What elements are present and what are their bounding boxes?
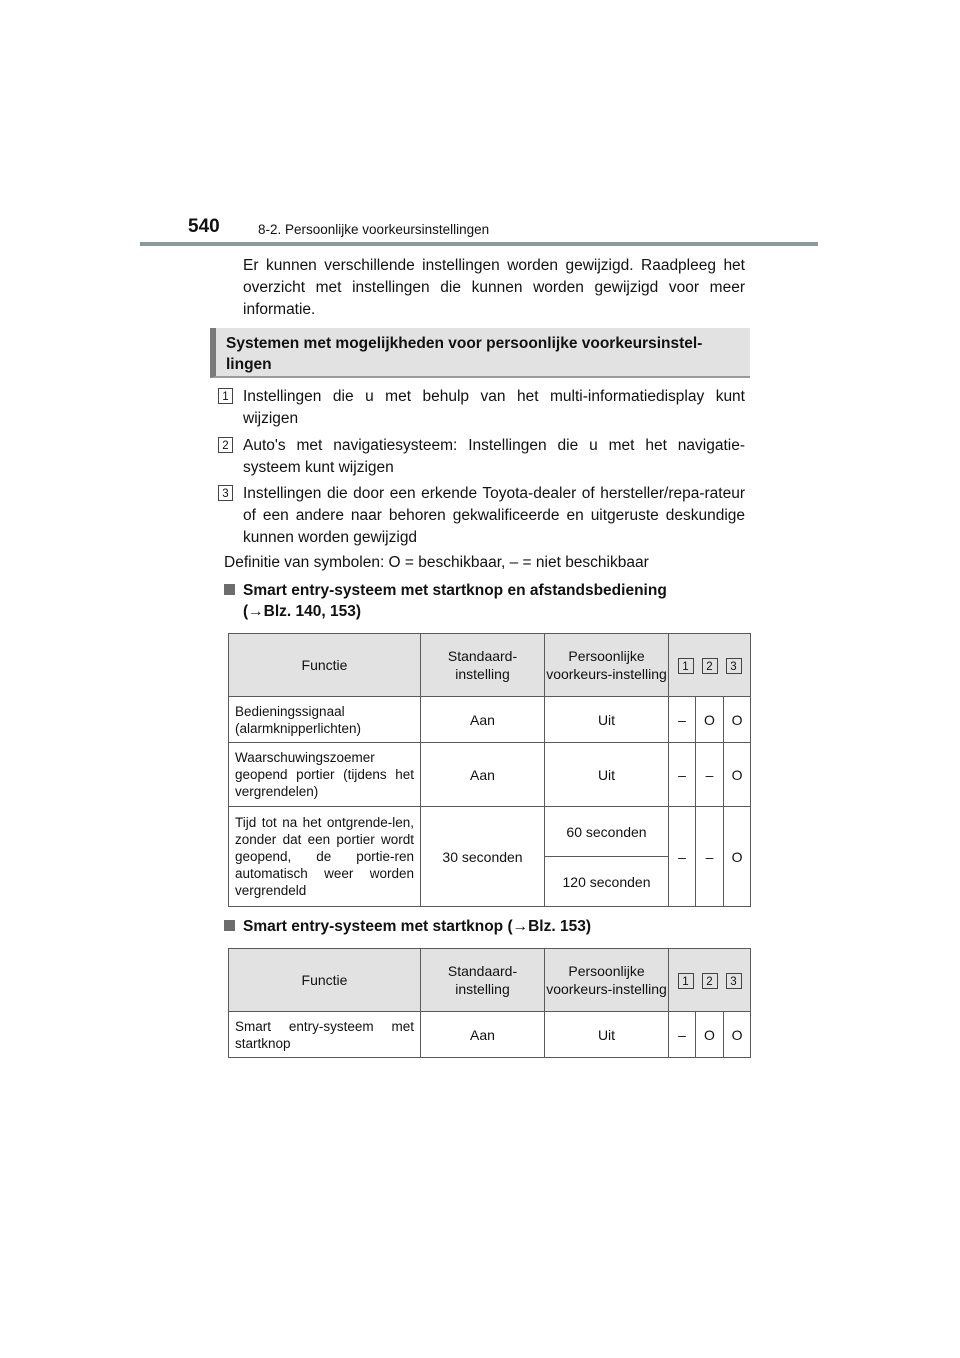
cell-col1: – [669, 1012, 696, 1058]
cell-functie: Smart entry-systeem met startknop [229, 1012, 421, 1058]
numbered-item-1 [218, 386, 745, 430]
number-badge-1: 1 [678, 658, 694, 674]
cell-standaard: Aan [421, 743, 545, 807]
cell-col1: – [669, 697, 696, 743]
page-number: 540 [188, 216, 220, 237]
cell-col2: – [696, 743, 724, 807]
number-badge-2: 2 [218, 437, 233, 453]
systems-heading-text: Systemen met mogelijkheden voor persoonlijke voorkeursinstel-lingen [226, 335, 703, 373]
cell-functie: Bedieningssignaal (alarmknipperlichten) [229, 697, 421, 743]
intro-paragraph: Er kunnen verschillende instellingen worden gewijzigd. Raadpleeg het overzicht met instellingen die kunnen worden gewijzigd voor meer informatie. [243, 257, 745, 318]
cell-standaard: Aan [421, 1012, 545, 1058]
numbered-item-text: Instellingen die u met behulp van het multi-informatiedisplay kunt wijzigen [243, 388, 745, 427]
cell-standaard: Aan [421, 697, 545, 743]
settings-table-2 [228, 948, 751, 1058]
cell-col3: O [724, 697, 751, 743]
cell-col3: O [724, 1012, 751, 1058]
cell-standaard: 30 seconden [421, 807, 545, 907]
number-badge-1: 1 [218, 388, 233, 404]
header-persoonlijk: Persoonlijke voorkeurs-instelling [545, 634, 669, 697]
number-badge-3: 3 [726, 658, 742, 674]
cell-col1: – [669, 807, 696, 907]
subheading-1-text: Smart entry-systeem met startknop en afstandsbediening (→Blz. 140, 153) [243, 582, 667, 620]
header-standaard: Standaard-instelling [421, 949, 545, 1012]
number-badge-2: 2 [702, 973, 718, 989]
cell-col2: O [696, 697, 724, 743]
cell-col3: O [724, 743, 751, 807]
table-header-row [229, 634, 751, 697]
number-badge-3: 3 [726, 973, 742, 989]
cell-col1: – [669, 743, 696, 807]
header-numbers [669, 634, 751, 697]
numbered-item-text: Instellingen die door een erkende Toyota-dealer of hersteller/repa-rateur of een andere naar behoren gekwalificeerde en uitgeruste deskundige kunnen worden gewijzigd [243, 485, 745, 546]
cell-persoonlijk: Uit [545, 1012, 669, 1058]
systems-heading [210, 328, 750, 378]
subheading-2-text: Smart entry-systeem met startknop (→Blz. 153) [243, 918, 592, 935]
cell-col2: O [696, 1012, 724, 1058]
number-badge-1: 1 [678, 973, 694, 989]
subheading-1 [224, 580, 744, 624]
numbered-item-2 [218, 435, 745, 479]
table-row [229, 807, 751, 857]
table-row [229, 1012, 751, 1058]
cell-persoonlijk: Uit [545, 697, 669, 743]
numbered-item-3 [218, 483, 745, 549]
header-standaard: Standaard-instelling [421, 634, 545, 697]
table-row [229, 743, 751, 807]
cell-col3: O [724, 807, 751, 907]
subheading-2 [224, 916, 744, 938]
square-bullet-icon [224, 920, 235, 931]
header-persoonlijk: Persoonlijke voorkeurs-instelling [545, 949, 669, 1012]
section-title: 8-2. Persoonlijke voorkeursinstellingen [258, 222, 490, 237]
number-badge-2: 2 [702, 658, 718, 674]
numbered-item-text: Auto's met navigatiesysteem: Instellingen die u met het navigatie-systeem kunt wijzigen [243, 437, 745, 476]
cell-functie: Tijd tot na het ontgrende-len, zonder dat een portier wordt geopend, de portie-ren automatisch weer worden vergrendeld [229, 807, 421, 907]
table-header-row [229, 949, 751, 1012]
cell-col2: – [696, 807, 724, 907]
table-row [229, 697, 751, 743]
square-bullet-icon [224, 584, 235, 595]
cell-persoonlijk-b: 120 seconden [545, 857, 669, 907]
header-functie: Functie [229, 634, 421, 697]
cell-persoonlijk-a: 60 seconden [545, 807, 669, 857]
cell-functie: Waarschuwingszoemer geopend portier (tijdens het vergrendelen) [229, 743, 421, 807]
settings-table-1 [228, 633, 751, 907]
symbol-definition: Definitie van symbolen: O = beschikbaar, – = niet beschikbaar [224, 554, 649, 571]
header-functie: Functie [229, 949, 421, 1012]
header-rule [140, 242, 818, 246]
number-badge-3: 3 [218, 485, 233, 501]
header-numbers [669, 949, 751, 1012]
cell-persoonlijk: Uit [545, 743, 669, 807]
